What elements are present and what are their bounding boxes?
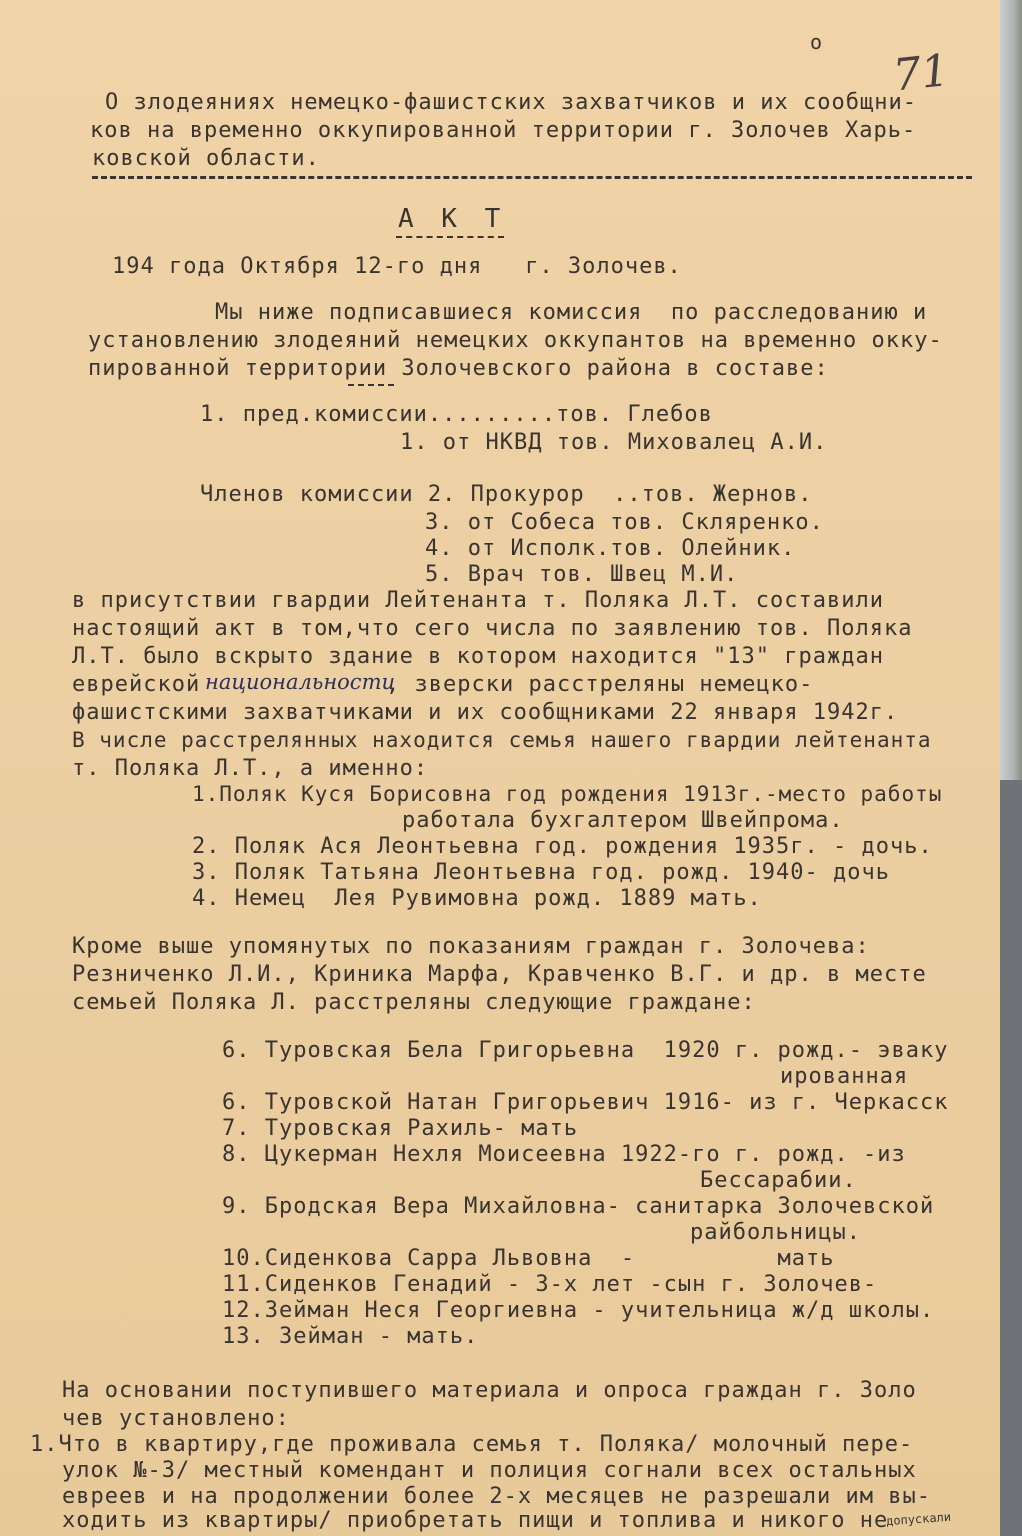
body-line-1: в присутствии гвардии Лейтенанта т. Поляка Л.Т. составили [72, 588, 884, 613]
header-line-2: ков на временно оккупированной территории г. Золочев Харь- [90, 118, 917, 143]
header-divider [92, 176, 972, 179]
victim-8-cont: Бессарабии. [700, 1168, 857, 1193]
date-line: 194 года Октября 12-го дня г. Золочев. [112, 254, 682, 279]
victim-9: 9. Бродская Вера Михайловна- санитарка Золочевской [222, 1194, 935, 1219]
victim-10: 10.Сиденкова Сарра Львовна - мать [222, 1246, 835, 1271]
footnote-word: допускали [885, 1509, 952, 1529]
handwritten-nationality: национальности [205, 670, 396, 694]
family-4: 4. Немец Лея Рувимовна рожд. 1889 мать. [192, 886, 762, 911]
body-line-3: Л.Т. было вскрыто здание в котором находится "13" граждан [72, 644, 884, 669]
family-2: 2. Поляк Ася Леонтьевна год. рождения 1935г. - дочь. [192, 834, 933, 859]
victim-8: 8. Цукерман Нехля Моисеевна 1922-го г. рожд. -из [222, 1142, 906, 1167]
family-1: 1.Поляк Куся Борисовна год рождения 1913г.-место работы [192, 782, 943, 806]
member-3: 3. от Собеса тов. Скляренко. [425, 510, 824, 535]
conclusion-line-2: чев установлено: [62, 1406, 290, 1431]
title-underline [396, 236, 504, 238]
chairman-line: 1. пред.комиссии.........тов. Глебов [200, 402, 713, 427]
header-line-1: О злодеяниях немецко-фашистских захватчиков и их сообщни- [105, 90, 917, 115]
members-label: Членов комиссии 2. Прокурор ..тов. Жернов. [200, 482, 813, 507]
witness-line-1: Кроме выше упомянутых по показаниям граждан г. Золочева: [72, 934, 870, 959]
victim-6b: 6. Туровской Натан Григорьевич 1916- из г. Черкасск [222, 1090, 949, 1115]
intro-line-1: Мы ниже подписавшиеся комиссия по расследованию и [215, 300, 928, 325]
point-line-1: 1.Что в квартиру,где проживала семья т. Поляка/ молочный пере- [30, 1432, 914, 1457]
intro-line-3: пированной территории Золочевского района в составе: [88, 356, 829, 381]
body-line-2: настоящий акт в том,что сего числа по заявлению тов. Поляка [72, 616, 913, 641]
intro-underline [348, 384, 394, 386]
family-1-work: работала бухгалтером Швейпрома. [402, 808, 844, 833]
corner-mark: о [810, 30, 823, 54]
victim-7: 7. Туровская Рахиль- мать [222, 1116, 579, 1141]
header-line-3: ковской области. [92, 146, 320, 171]
victim-13: 13. Зейман - мать. [222, 1324, 479, 1349]
point-line-2: улок №-3/ местный комендант и полиция согнали всех остальных [62, 1458, 917, 1483]
intro-line-2: установлению злодеяний немецких оккупантов на временно окку- [88, 328, 943, 353]
witness-line-2: Резниченко Л.И., Криника Марфа, Кравченко В.Г. и др. в месте [72, 962, 927, 987]
member-5: 5. Врач тов. Швец М.И. [425, 562, 739, 587]
conclusion-line-1: На основании поступившего материала и опроса граждан г. Золо [62, 1378, 917, 1403]
victim-9-cont: райбольницы. [690, 1220, 861, 1245]
member-4: 4. от Исполк.тов. Олейник. [425, 536, 796, 561]
point-line-4: ходить из квартиры/ приобретать пищи и топлива и никого не [62, 1508, 889, 1533]
document-title: А К Т [398, 204, 507, 234]
backing-edge [1000, 780, 1022, 1536]
body-line-5: фашистскими захватчиками и их сообщниками 22 января 1942г. [72, 700, 899, 725]
chairman-sub-line: 1. от НКВД тов. Миховалец А.И. [400, 430, 828, 455]
point-line-3: евреев и на продолжении более 2-х месяцев не разрешали им вы- [62, 1484, 931, 1509]
body-line-7: т. Поляка Л.Т., а именно: [72, 756, 429, 781]
victim-6a: 6. Туровская Бела Григорьевна 1920 г. рожд.- эваку [222, 1038, 949, 1063]
victim-11: 11.Сиденков Генадий - 3-х лет -сын г. Золочев- [222, 1272, 878, 1297]
body-line-4a: еврейской [72, 672, 201, 697]
body-line-4b: , зверски расстреляны немецко- [386, 672, 814, 697]
body-line-6: В числе расстрелянных находится семья нашего гвардии лейтенанта [72, 728, 932, 752]
page-number: 71 [890, 44, 952, 102]
family-3: 3. Поляк Татьяна Леонтьевна год. рожд. 1940- дочь [192, 860, 891, 885]
witness-line-3: семьей Поляка Л. расстреляны следующие граждане: [72, 990, 756, 1015]
victim-12: 12.Зейман Неся Георгиевна - учительница ж/д школы. [222, 1298, 935, 1323]
victim-6a-cont: ированная [780, 1064, 909, 1089]
